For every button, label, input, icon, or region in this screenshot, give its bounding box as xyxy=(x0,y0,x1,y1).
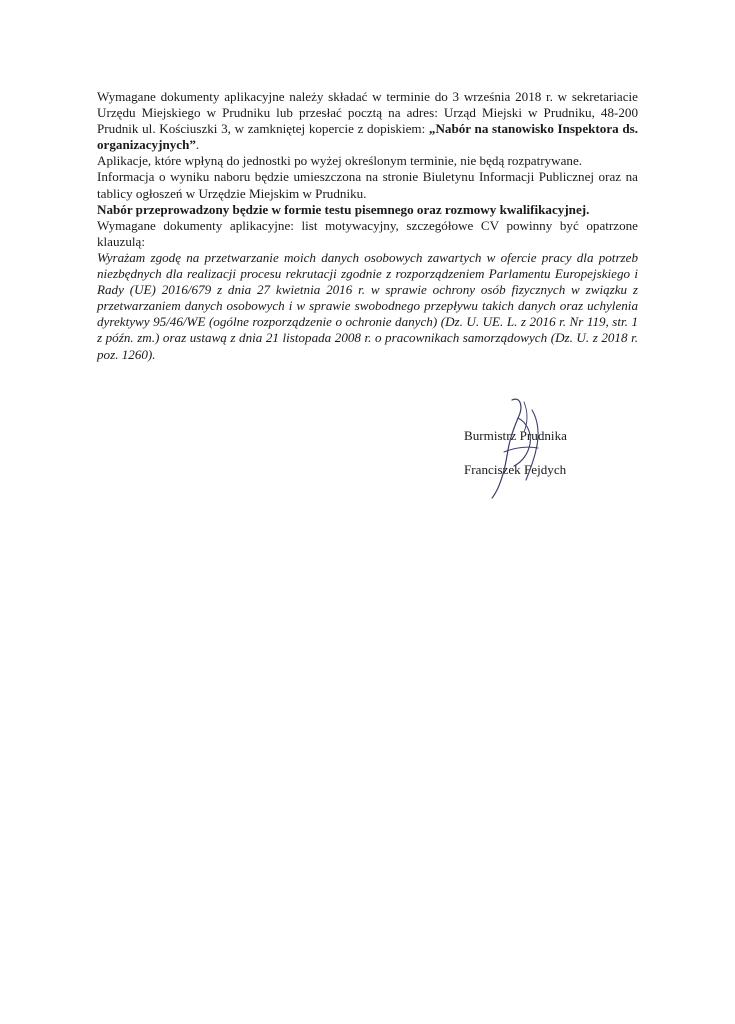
paragraph-submission-text: Wymagane dokumenty aplikacyjne należy składać w terminie do 3 września 2018 r. w sekretariacie Urzędu Miejskiego w Prudniku lub przesłać pocztą na adres: Urząd Miejski w Prudniku, 48-200 Prudnik ul. Kościuszki 3, w zamkniętej kopercie z dopiskiem: xyxy=(97,89,638,137)
paragraph-recruitment-form: Nabór przeprowadzony będzie w formie testu pisemnego oraz rozmowy kwalifikacyjnej. xyxy=(97,201,590,217)
document-body xyxy=(97,89,638,363)
paragraph-submission-end: . xyxy=(195,137,200,153)
handwritten-signature xyxy=(474,392,564,502)
paragraph-results-info: Informacja o wyniku naboru będzie umieszczona na stronie Biuletynu Informacji Publicznej oraz na tablicy ogłoszeń w Urzędzie Miejskim w Prudniku. xyxy=(97,169,638,201)
paragraph-required-documents: Wymagane dokumenty aplikacyjne: list motywacyjny, szczegółowe CV powinny być opatrzone klauzulą: xyxy=(97,217,638,249)
paragraph-submission xyxy=(97,89,638,153)
signatory-title: Burmistrz Prudnika xyxy=(464,428,567,443)
envelope-note: „Nabór na stanowisko Inspektora ds. organizacyjnych” xyxy=(97,121,638,153)
signatory-name: Franciszek Fejdych xyxy=(464,462,567,477)
consent-clause: Wyrażam zgodę na przetwarzanie moich danych osobowych zawartych w ofercie pracy dla potrzeb niezbędnych dla realizacji procesu rekrutacji zgodnie z rozporządzeniem Parlamentu Europejskiego i Rady (UE) 2016/679 z dnia 27 kwietnia 2016 r. w sprawie ochrony osób fizycznych w związku z przetwarzaniem danych osobowych i w sprawie swobodnego przepływu takich danych oraz uchylenia dyrektywy 95/46/WE (ogólne rozporządzenie o ochronie danych) (Dz. U. UE. L. z 2016 r. Nr 119, str. 1 z późn. zm.) oraz ustawą z dnia 21 listopada 2008 r. o pracownikach samorządowych (Dz. U. z 2018 r. poz. 1260). xyxy=(97,249,638,362)
paragraph-late-applications: Aplikacje, które wpłyną do jednostki po wyżej określonym terminie, nie będą rozpatrywane. xyxy=(97,153,583,169)
